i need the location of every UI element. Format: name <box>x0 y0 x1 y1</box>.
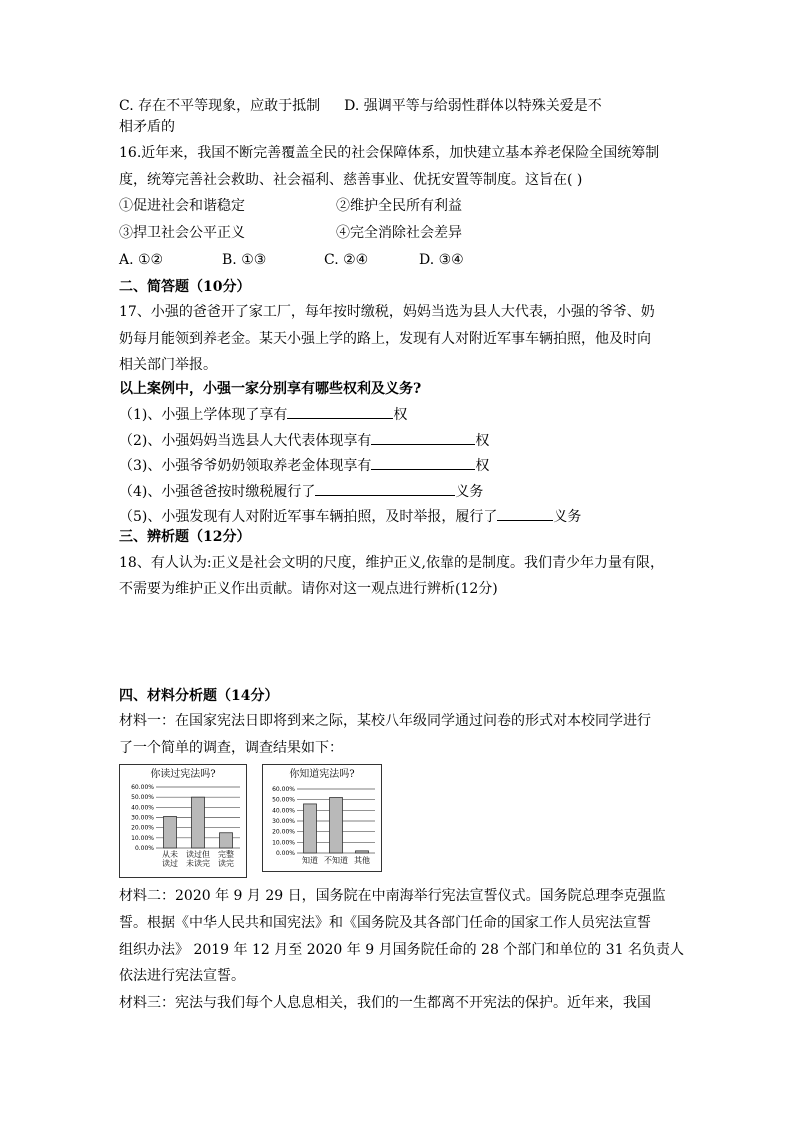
material-3-line-1: 材料三：宪法与我们每个人息息相关，我们的一生都离不开宪法的保护。近年来，我国 <box>119 995 651 1011</box>
section-2-heading: 二、简答题（10分） <box>119 279 251 295</box>
q17-sub-2-text: （2)、小强妈妈当选县人大代表体现享有 <box>119 433 372 449</box>
section-3-heading: 三、辨析题（12分） <box>119 529 251 545</box>
x-tick-label: 读过但 <box>186 850 210 859</box>
q15-option-d-continued: 相矛盾的 <box>119 119 175 135</box>
y-tick-label: 20.00% <box>272 828 295 836</box>
q17-sub-3 <box>119 455 489 476</box>
y-tick-label: 60.00% <box>131 784 154 791</box>
material-1-line-1: 材料一：在国家宪法日即将到来之际，某校八年级同学通过问卷的形式对本校同学进行 <box>119 713 651 729</box>
bar <box>220 833 233 848</box>
y-tick-label: 30.00% <box>131 814 154 822</box>
q17-sub-3-suffix: 权 <box>475 458 490 474</box>
x-tick-label: 从未 <box>162 850 178 859</box>
q15-option-d: D. 强调平等与给弱性群体以特殊关爱是不 <box>344 98 602 114</box>
chart-title: 你读过宪法吗? <box>150 769 216 780</box>
x-tick-label: 不知道 <box>324 856 348 865</box>
q17-sub-5 <box>119 506 581 527</box>
chart-read-constitution <box>119 764 247 878</box>
y-tick-label: 10.00% <box>272 839 295 847</box>
q17-sub-3-text: （3)、小强爷爷奶奶领取养老金体现享有 <box>119 458 372 474</box>
bar <box>304 804 317 853</box>
x-tick-label: 其他 <box>354 856 370 865</box>
chart-read-constitution-svg <box>120 765 246 877</box>
q16-item-1: ①促进社会和谐稳定 <box>119 198 245 214</box>
bar <box>356 851 369 853</box>
q17-sub-1-text: （1)、小强上学体现了享有 <box>119 407 288 423</box>
y-tick-label: 0.00% <box>275 850 295 857</box>
q16-item-4: ④完全消除社会差异 <box>336 225 462 241</box>
q17-sub-5-text: （5)、小强发现有人对附近军事车辆拍照，及时举报，履行了 <box>119 509 498 525</box>
x-tick-label: 知道 <box>302 856 318 865</box>
answer-blank-2[interactable] <box>371 430 475 445</box>
y-tick-label: 30.00% <box>272 818 295 825</box>
y-tick-label: 0.00% <box>134 845 154 852</box>
q16-stem-line-1: 16.近年来，我国不断完善覆盖全民的社会保障体系，加快建立基本养老保险全国统筹制 <box>119 145 660 161</box>
q17-sub-4 <box>119 481 483 502</box>
q17-sub-5-suffix: 义务 <box>553 509 582 525</box>
q16-option-a: A. ①② <box>119 252 164 268</box>
y-tick-label: 50.00% <box>272 796 295 804</box>
q17-bold-question: 以上案例中，小强一家分别享有哪些权利及义务? <box>119 381 422 397</box>
answer-blank-1[interactable] <box>287 404 393 419</box>
material-2-line-1: 材料二：2020 年 9 月 29 日，国务院在中南海举行宪法宣誓仪式。国务院总理李克强监 <box>119 888 666 904</box>
q17-sub-4-suffix: 义务 <box>455 484 484 500</box>
q17-sub-2-suffix: 权 <box>475 433 490 449</box>
y-tick-label: 20.00% <box>131 824 154 832</box>
q16-stem-line-2: 度，统筹完善社会救助、社会福利、慈善事业、优抚安置等制度。这旨在( ) <box>119 172 583 188</box>
y-tick-label: 60.00% <box>272 786 295 793</box>
y-tick-label: 50.00% <box>131 794 154 802</box>
x-tick-label: 读过 <box>162 859 178 868</box>
material-2-line-3: 组织办法》 2019 年 12 月至 2020 年 9 月国务院任命的 28 个部门和单位的 31 名负责人 <box>119 942 685 958</box>
x-tick-label: 完整 <box>218 850 234 859</box>
q18-line-1: 18、有人认为:正义是社会文明的尺度，维护正义,依靠的是制度。我们青少年力量有限， <box>119 555 664 571</box>
chart-title: 你知道宪法吗? <box>289 769 355 780</box>
q17-sub-4-text: （4)、小强爸爸按时缴税履行了 <box>119 484 316 500</box>
q16-option-d: D. ③④ <box>419 252 464 268</box>
bar <box>330 798 343 853</box>
q15-option-c-d <box>119 96 602 116</box>
y-tick-label: 40.00% <box>131 804 154 812</box>
material-1-line-2: 了一个简单的调查，调查结果如下： <box>119 740 343 756</box>
q17-sub-1-suffix: 权 <box>393 407 408 423</box>
answer-blank-4[interactable] <box>315 481 455 496</box>
q16-item-3: ③捍卫社会公平正义 <box>119 225 245 241</box>
chart-know-constitution <box>262 764 382 872</box>
chart-know-constitution-svg <box>263 765 381 871</box>
material-2-line-2: 誓。根据《中华人民共和国宪法》和《国务院及其各部门任命的国家工作人员宪法宣誓 <box>119 915 651 931</box>
bar <box>164 816 177 848</box>
answer-blank-5[interactable] <box>497 506 553 521</box>
q17-line-1: 17、小强的爸爸开了家工厂，每年按时缴税，妈妈当选为县人大代表，小强的爷爷、奶 <box>119 304 655 320</box>
y-tick-label: 40.00% <box>272 807 295 815</box>
q17-sub-2 <box>119 430 489 451</box>
x-tick-label: 读完 <box>218 859 234 868</box>
material-2-line-4: 依法进行宪法宣誓。 <box>119 968 245 984</box>
q16-item-2: ②维护全民所有利益 <box>336 198 462 214</box>
q16-option-b: B. ①③ <box>222 252 267 268</box>
x-tick-label: 未读完 <box>186 859 210 868</box>
q17-line-3: 相关部门举报。 <box>119 357 217 373</box>
section-4-heading: 四、材料分析题（14分） <box>119 688 279 704</box>
bar <box>192 797 205 848</box>
q17-line-2: 奶每月能领到养老金。某天小强上学的路上，发现有人对附近军事车辆拍照，他及时向 <box>119 331 651 347</box>
answer-blank-3[interactable] <box>371 455 475 470</box>
q15-option-c: C. 存在不平等现象，应敢于抵制 <box>119 98 321 114</box>
q18-line-2: 不需要为维护正义作出贡献。请你对这一观点进行辨析(12分) <box>119 581 498 597</box>
q17-sub-1 <box>119 404 407 425</box>
y-tick-label: 10.00% <box>131 834 154 842</box>
q16-option-c: C. ②④ <box>324 252 369 268</box>
